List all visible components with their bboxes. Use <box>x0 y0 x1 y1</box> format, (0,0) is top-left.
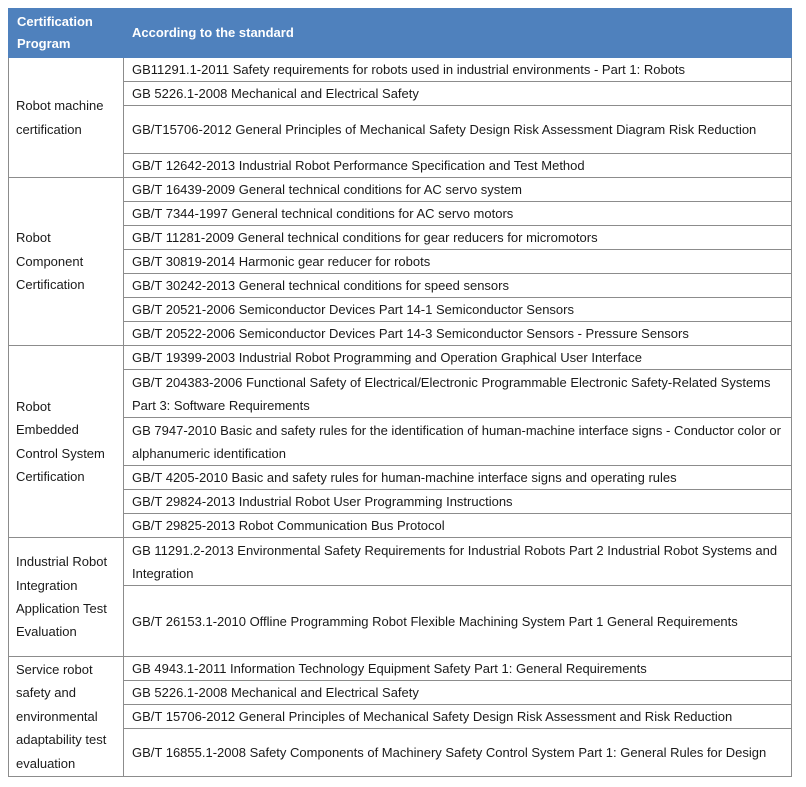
table-row <box>9 298 792 322</box>
standard-cell: GB 5226.1-2008 Mechanical and Electrical Safety <box>124 82 792 106</box>
certification-program-cell: Service robot safety and environmental adaptability test evaluation <box>9 657 124 777</box>
standard-cell: GB/T 20522-2006 Semiconductor Devices Part 14-3 Semiconductor Sensors - Pressure Sensors <box>124 322 792 346</box>
standard-cell: GB/T 30819-2014 Harmonic gear reducer for robots <box>124 250 792 274</box>
certification-program-cell: Robot Component Certification <box>9 178 124 346</box>
table-row <box>9 538 792 586</box>
certification-program-cell: Robot machine certification <box>9 58 124 178</box>
standard-cell: GB/T 12642-2013 Industrial Robot Performance Specification and Test Method <box>124 154 792 178</box>
table-row <box>9 466 792 490</box>
standard-cell: GB/T 19399-2003 Industrial Robot Programming and Operation Graphical User Interface <box>124 346 792 370</box>
certification-program-cell: Industrial Robot Integration Application Test Evaluation <box>9 538 124 657</box>
table-row <box>9 154 792 178</box>
table-row <box>9 729 792 777</box>
header-row <box>9 9 792 58</box>
standard-cell: GB/T 30242-2013 General technical conditions for speed sensors <box>124 274 792 298</box>
table-body <box>9 58 792 777</box>
header-certification-program: Certification Program <box>9 9 124 58</box>
standard-cell: GB11291.1-2011 Safety requirements for robots used in industrial environments - Part 1: Robots <box>124 58 792 82</box>
standard-cell: GB 5226.1-2008 Mechanical and Electrical Safety <box>124 681 792 705</box>
table-row <box>9 322 792 346</box>
standard-cell: GB 4943.1-2011 Information Technology Equipment Safety Part 1: General Requirements <box>124 657 792 681</box>
standard-cell: GB/T 204383-2006 Functional Safety of Electrical/Electronic Programmable Electronic Safety-Related Systems Part 3: Software Requirements <box>124 370 792 418</box>
table-header <box>9 9 792 58</box>
table-row <box>9 418 792 466</box>
table-row <box>9 250 792 274</box>
table-row <box>9 490 792 514</box>
standard-cell: GB/T 26153.1-2010 Offline Programming Robot Flexible Machining System Part 1 General Requirements <box>124 586 792 657</box>
standard-cell: GB/T15706-2012 General Principles of Mechanical Safety Design Risk Assessment Diagram Risk Reduction <box>124 106 792 154</box>
standard-cell: GB/T 11281-2009 General technical conditions for gear reducers for micromotors <box>124 226 792 250</box>
standard-cell: GB 7947-2010 Basic and safety rules for the identification of human-machine interface signs - Conductor color or alphanumeric identification <box>124 418 792 466</box>
standard-cell: GB/T 4205-2010 Basic and safety rules for human-machine interface signs and operating rules <box>124 466 792 490</box>
table-row <box>9 514 792 538</box>
standard-cell: GB/T 7344-1997 General technical conditions for AC servo motors <box>124 202 792 226</box>
certification-program-cell: Robot Embedded Control System Certification <box>9 346 124 538</box>
standard-cell: GB/T 29825-2013 Robot Communication Bus Protocol <box>124 514 792 538</box>
standard-cell: GB 11291.2-2013 Environmental Safety Requirements for Industrial Robots Part 2 Industrial Robot Systems and Integration <box>124 538 792 586</box>
standard-cell: GB/T 15706-2012 General Principles of Mechanical Safety Design Risk Assessment and Risk Reduction <box>124 705 792 729</box>
table-row <box>9 705 792 729</box>
table-row <box>9 657 792 681</box>
table-row <box>9 346 792 370</box>
table-row <box>9 58 792 82</box>
standard-cell: GB/T 16439-2009 General technical conditions for AC servo system <box>124 178 792 202</box>
table-row <box>9 106 792 154</box>
table-row <box>9 202 792 226</box>
table-row <box>9 82 792 106</box>
header-according-to-standard: According to the standard <box>124 9 792 58</box>
table-row <box>9 178 792 202</box>
certification-standards-table <box>8 8 792 777</box>
standard-cell: GB/T 20521-2006 Semiconductor Devices Part 14-1 Semiconductor Sensors <box>124 298 792 322</box>
table-row <box>9 370 792 418</box>
standard-cell: GB/T 16855.1-2008 Safety Components of Machinery Safety Control System Part 1: General Rules for Design <box>124 729 792 777</box>
table-row <box>9 586 792 657</box>
table-row <box>9 274 792 298</box>
table-row <box>9 226 792 250</box>
table-row <box>9 681 792 705</box>
standard-cell: GB/T 29824-2013 Industrial Robot User Programming Instructions <box>124 490 792 514</box>
